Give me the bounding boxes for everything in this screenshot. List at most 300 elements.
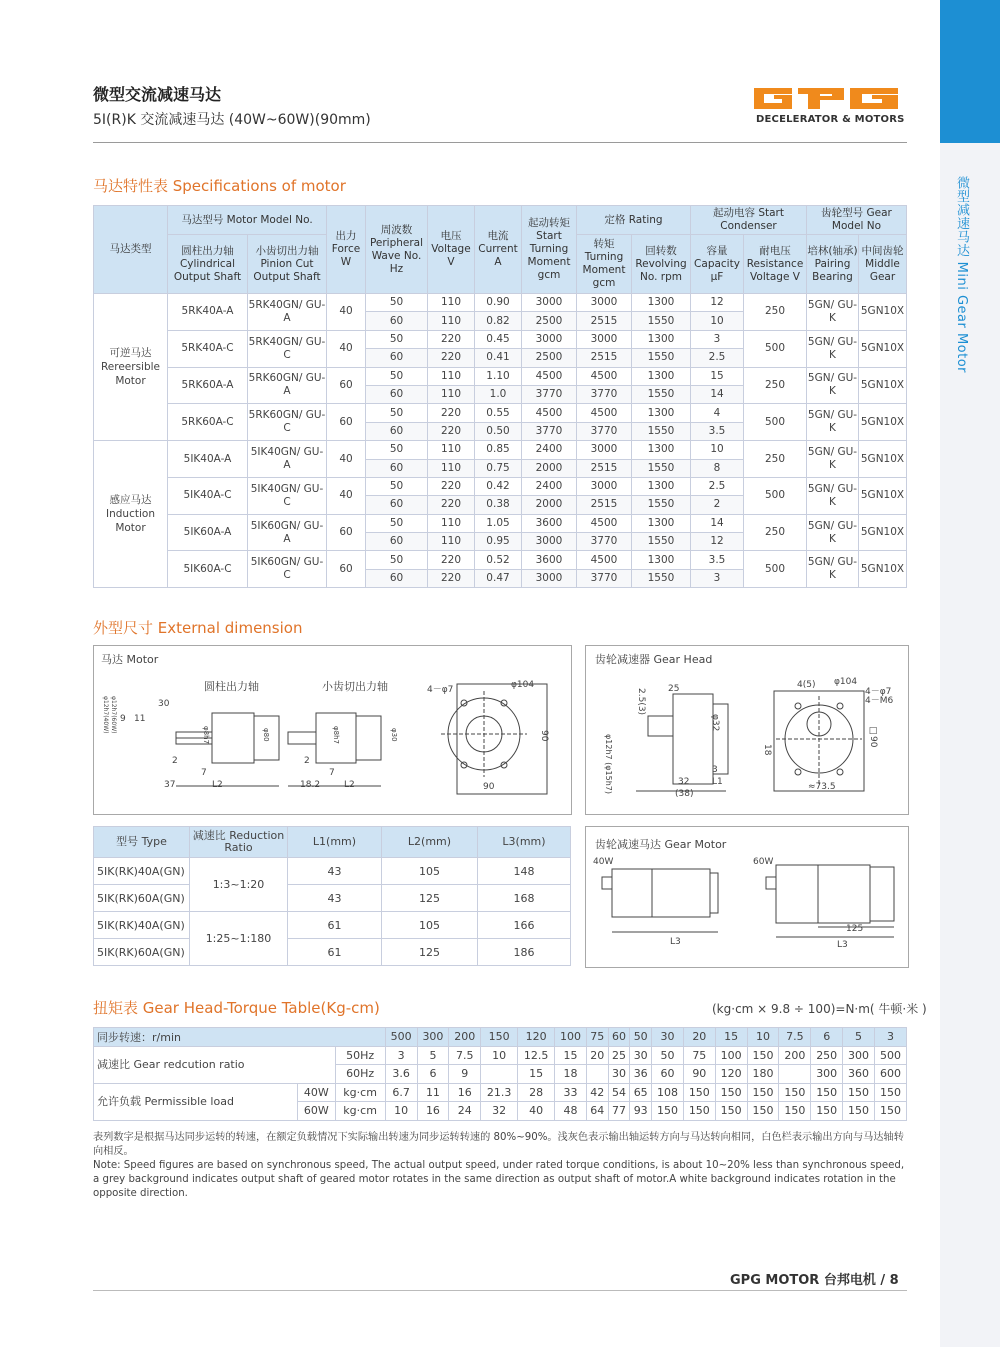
tt-load-60: 150 [715,1102,747,1121]
spec-middle-gear: 5GN10X [859,294,907,331]
spec-current: 0.95 [475,533,522,551]
spec-middle-gear: 5GN10X [859,441,907,478]
tt-speed: 75 [586,1028,608,1047]
lt-h-ratio: 减速比 Reduction Ratio [190,827,288,858]
spec-hz: 60 [366,569,428,587]
spec-resist-voltage: 250 [744,294,807,331]
spec-current: 0.38 [475,496,522,514]
spec-revolving: 1550 [632,533,691,551]
gearhead-box-label: 齿轮减速器 Gear Head [595,653,713,666]
tt-ratio-60: 36 [630,1065,652,1084]
th-current: 电流 Current A [475,206,522,294]
spec-turning: 3000 [577,477,632,495]
spec-capacity: 3 [691,569,744,587]
lt-h-l1: L1(mm) [288,827,382,858]
spec-start-moment: 4500 [522,367,577,385]
spec-voltage: 110 [428,294,475,312]
tt-ratio-50: 250 [811,1046,843,1065]
gh-dim-73-5: ≈73.5 [808,782,836,792]
gm-60w: 60W [753,857,774,867]
spec-middle-gear: 5GN10X [859,367,907,404]
gh-dim-3: 3 [712,765,718,775]
spec-revolving: 1550 [632,422,691,440]
spec-capacity: 12 [691,294,744,312]
spec-voltage: 220 [428,551,475,569]
spec-revolving: 1300 [632,367,691,385]
dim-30: 30 [158,699,170,709]
lt-l3: 168 [478,885,571,912]
spec-current: 0.42 [475,477,522,495]
spec-capacity: 14 [691,514,744,532]
spec-revolving: 1550 [632,496,691,514]
spec-current: 0.90 [475,294,522,312]
lt-l3: 166 [478,912,571,939]
spec-pinion-model: 5RK60GN/ GU-A [248,367,327,404]
spec-force: 40 [327,330,366,367]
spec-voltage: 110 [428,312,475,330]
th-gear-model: 齿轮型号 Gear Model No [807,206,907,235]
lt-l2: 105 [382,912,478,939]
spec-capacity: 10 [691,441,744,459]
torque-section-title: 扭矩表 Gear Head-Torque Table(Kg-cm) [93,999,380,1017]
sidebar-accent [940,0,1000,143]
tt-load-40: 28 [518,1083,555,1102]
tt-speed: 15 [715,1028,747,1047]
dim-9: 9 [120,714,126,724]
th-model-no: 马达型号 Motor Model No. [168,206,327,235]
dim-phi80: φ80 [262,728,270,742]
spec-hz: 50 [366,294,428,312]
spec-revolving: 1550 [632,459,691,477]
th-revolving: 回转数 Revolving No. rpm [632,235,691,294]
spec-voltage: 110 [428,459,475,477]
gh-dim-2-5: 2.5(3) [636,688,646,716]
spec-revolving: 1300 [632,441,691,459]
spec-current: 0.75 [475,459,522,477]
spec-revolving: 1550 [632,385,691,403]
tt-hz60: 60Hz [335,1065,385,1084]
th-resist: 耐电压 Resistance Voltage V [744,235,807,294]
spec-current: 0.41 [475,349,522,367]
footer-divider [93,1290,907,1291]
lt-type: 5IK(RK)40A(GN) [94,858,190,885]
spec-turning: 3000 [577,294,632,312]
spec-middle-gear: 5GN10X [859,551,907,588]
spec-start-moment: 3000 [522,294,577,312]
gearmotor-drawing [586,827,908,967]
spec-voltage: 220 [428,422,475,440]
gh-dim-4-phi7: 4－φ7 [865,687,892,697]
tt-ratio-50: 300 [843,1046,875,1065]
spec-start-moment: 3600 [522,514,577,532]
lt-type: 5IK(RK)40A(GN) [94,912,190,939]
dim-37: 37 [164,780,176,790]
th-force: 出力 Force W [327,206,366,294]
spec-bearing: 5GN/ GU-K [807,551,859,588]
spec-middle-gear: 5GN10X [859,514,907,551]
spec-current: 0.82 [475,312,522,330]
spec-voltage: 220 [428,477,475,495]
spec-capacity: 4 [691,404,744,422]
tt-load-40: 42 [586,1083,608,1102]
spec-bearing: 5GN/ GU-K [807,367,859,404]
tt-ratio-50: 25 [608,1046,630,1065]
tt-load-60: 150 [652,1102,684,1121]
page-subtitle: 5I(R)K 交流减速马达 (40W~60W)(90mm) [93,112,371,128]
note-cn: 表列数字是根据马达同步运转的转速，在额定负载情况下实际输出转速为同步运转转速的 80%~90%。浅灰色表示输出轴运转方向与马达转向相同，白色栏表示输出方向与马达轴转向相反。 [93,1132,904,1157]
spec-start-moment: 2400 [522,441,577,459]
spec-resist-voltage: 500 [744,477,807,514]
spec-row [94,404,907,422]
tt-load-60: 150 [779,1102,811,1121]
spec-cyl-model: 5RK60A-C [168,404,248,441]
tt-ratio-50: 5 [417,1046,449,1065]
tt-load-40: 108 [652,1083,684,1102]
page-title: 微型交流减速马达 [93,85,222,104]
tt-load-60: 40 [518,1102,555,1121]
spec-revolving: 1300 [632,294,691,312]
spec-revolving: 1300 [632,404,691,422]
header-divider [93,142,907,143]
spec-hz: 50 [366,404,428,422]
spec-cyl-model: 5RK60A-A [168,367,248,404]
tt-ratio-60: 18 [555,1065,587,1084]
tt-ratio-60: 30 [608,1065,630,1084]
tt-speed: 5 [843,1028,875,1047]
tt-speed: 150 [481,1028,518,1047]
spec-turning: 4500 [577,367,632,385]
spec-turning: 3770 [577,385,632,403]
lt-h-type: 型号 Type [94,827,190,858]
spec-capacity: 15 [691,367,744,385]
lt-l1: 43 [288,885,382,912]
tt-ratio-60 [586,1065,608,1084]
spec-bearing: 5GN/ GU-K [807,441,859,478]
lt-l1: 43 [288,858,382,885]
spec-revolving: 1300 [632,330,691,348]
cyl-shaft-label: 圆柱出力轴 [204,680,259,693]
spec-turning: 2515 [577,349,632,367]
tt-speed: 6 [811,1028,843,1047]
lt-l2: 105 [382,858,478,885]
tt-speed: 30 [652,1028,684,1047]
motor-box-label: 马达 Motor [101,653,159,666]
dim-phi104: φ104 [511,680,535,690]
spec-bearing: 5GN/ GU-K [807,330,859,367]
spec-pinion-model: 5IK40GN/ GU-A [248,441,327,478]
tt-unit-40: kg·cm [335,1083,385,1102]
gh-dim-phi32: φ32 [710,714,720,732]
gearhead-drawing-box [585,645,909,815]
lt-type: 5IK(RK)60A(GN) [94,939,190,966]
lt-l1: 61 [288,912,382,939]
note-en: Note: Speed figures are based on synchronous speed, The actual output speed, under rated torque conditions, is about 10~20% less than synchronous speed, a grey background indicates output shaft of geared motor rotates in the same direction as output shaft of motor.A white background indicates rotation in the opposite direction. [93,1160,905,1199]
spec-start-moment: 2500 [522,349,577,367]
tt-load-60: 150 [874,1102,906,1121]
tt-ratio-50: 200 [779,1046,811,1065]
th-pinion: 小齿切出力轴 Pinion Cut Output Shaft [248,235,327,294]
tt-speed: 200 [449,1028,481,1047]
spec-pinion-model: 5IK40GN/ GU-C [248,477,327,514]
dim-2a: 2 [172,756,178,766]
spec-hz: 60 [366,496,428,514]
th-wave: 周波数 Peripheral Wave No. Hz [366,206,428,294]
torque-table [93,1027,907,1121]
spec-cyl-model: 5IK60A-A [168,514,248,551]
spec-turning: 3770 [577,533,632,551]
tt-60w: 60W [298,1102,335,1121]
tt-load-60: 32 [481,1102,518,1121]
spec-cyl-model: 5RK40A-C [168,330,248,367]
spec-turning: 3770 [577,569,632,587]
tt-ratio-50: 15 [555,1046,587,1065]
tt-load-60: 77 [608,1102,630,1121]
length-table [93,826,571,966]
tt-speed-label: 同步转速：r/min [94,1028,386,1047]
tt-ratio-60: 6 [417,1065,449,1084]
tt-load-60: 10 [385,1102,417,1121]
tt-load-60: 24 [449,1102,481,1121]
th-pairing: 培林(轴承) Pairing Bearing [807,235,859,294]
tt-ratio-60: 600 [874,1065,906,1084]
spec-revolving: 1300 [632,551,691,569]
spec-pinion-model: 5RK40GN/ GU-C [248,330,327,367]
spec-hz: 60 [366,533,428,551]
spec-start-moment: 3770 [522,422,577,440]
gh-dim-l1: L1 [712,777,723,787]
spec-current: 0.47 [475,569,522,587]
tt-load-40: 6.7 [385,1083,417,1102]
spec-pinion-model: 5IK60GN/ GU-A [248,514,327,551]
spec-bearing: 5GN/ GU-K [807,477,859,514]
lt-h-l3: L3(mm) [478,827,571,858]
spec-row [94,330,907,348]
tt-load-60: 150 [683,1102,715,1121]
spec-capacity: 8 [691,459,744,477]
tt-load-label: 允许负载 Permissible load [94,1083,298,1120]
tt-ratio-50: 75 [683,1046,715,1065]
spec-turning: 4500 [577,551,632,569]
th-middle: 中间齿轮 Middle Gear [859,235,907,294]
tt-hz50: 50Hz [335,1046,385,1065]
spec-start-moment: 3000 [522,330,577,348]
tt-ratio-50: 50 [652,1046,684,1065]
spec-table [93,205,907,588]
tt-speed: 60 [608,1028,630,1047]
tt-load-60: 64 [586,1102,608,1121]
spec-turning: 3770 [577,422,632,440]
spec-cyl-model: 5IK40A-C [168,477,248,514]
spec-current: 1.0 [475,385,522,403]
spec-voltage: 110 [428,533,475,551]
spec-capacity: 3.5 [691,551,744,569]
tt-speed: 300 [417,1028,449,1047]
spec-hz: 50 [366,330,428,348]
dim-l2a: L2 [212,780,223,790]
tt-load-40: 150 [747,1083,779,1102]
gm-125: 125 [846,924,864,934]
gm-l3-b: L3 [837,940,848,950]
footer-text: GPG MOTOR 台邦电机 / 8 [730,1273,899,1288]
spec-force: 60 [327,514,366,551]
tt-ratio-50: 7.5 [449,1046,481,1065]
tt-speed: 7.5 [779,1028,811,1047]
dimension-section-title: 外型尺寸 External dimension [93,619,303,637]
th-motor-type: 马达类型 [94,206,168,294]
gearmotor-box-label: 齿轮减速马达 Gear Motor [595,838,727,851]
spec-middle-gear: 5GN10X [859,330,907,367]
spec-start-moment: 2400 [522,477,577,495]
spec-row [94,514,907,532]
gm-40w: 40W [593,857,614,867]
spec-pinion-model: 5IK60GN/ GU-C [248,551,327,588]
tt-ratio-60: 3.6 [385,1065,417,1084]
spec-hz: 60 [366,459,428,477]
spec-cyl-model: 5IK40A-A [168,441,248,478]
spec-force: 60 [327,367,366,404]
tt-speed: 20 [683,1028,715,1047]
lt-l2: 125 [382,939,478,966]
tt-load-60: 150 [811,1102,843,1121]
spec-hz: 50 [366,477,428,495]
lt-l3: 186 [478,939,571,966]
tt-load-40: 150 [779,1083,811,1102]
spec-pinion-model: 5RK60GN/ GU-C [248,404,327,441]
spec-resist-voltage: 250 [744,514,807,551]
spec-row [94,294,907,312]
tt-load-60: 16 [417,1102,449,1121]
gh-dim-4-m6: 4－M6 [865,696,894,706]
spec-capacity: 2.5 [691,349,744,367]
spec-hz: 60 [366,422,428,440]
spec-resist-voltage: 250 [744,441,807,478]
torque-conversion: (kg·cm × 9.8 ÷ 100)=N·m( 牛顿·米 ) [712,1002,927,1016]
spec-capacity: 2.5 [691,477,744,495]
lt-ratio: 1:25~1:180 [190,912,288,966]
dim-90-w: 90 [483,782,495,792]
spec-bearing: 5GN/ GU-K [807,404,859,441]
dim-2b: 2 [304,756,310,766]
spec-voltage: 220 [428,496,475,514]
tt-load-40: 150 [811,1083,843,1102]
spec-hz: 60 [366,349,428,367]
tt-speed: 120 [518,1028,555,1047]
tt-speed: 100 [555,1028,587,1047]
tt-load-40: 150 [874,1083,906,1102]
spec-start-moment: 3000 [522,533,577,551]
th-capacity: 容量 Capacity μF [691,235,744,294]
tt-load-40: 150 [843,1083,875,1102]
spec-current: 0.50 [475,422,522,440]
tt-ratio-60: 15 [518,1065,555,1084]
tt-load-40: 54 [608,1083,630,1102]
gh-dim-4-5: 4(5) [797,680,816,690]
dim-l2b: L2 [344,780,355,790]
gm-l3-a: L3 [670,937,681,947]
spec-capacity: 12 [691,533,744,551]
logo-subtitle: DECELERATOR & MOTORS [756,114,905,125]
spec-turning: 4500 [577,514,632,532]
tt-ratio-60: 90 [683,1065,715,1084]
tt-ratio-50: 30 [630,1046,652,1065]
spec-capacity: 2 [691,496,744,514]
spec-row [94,477,907,495]
tt-load-40: 16 [449,1083,481,1102]
spec-start-moment: 2000 [522,496,577,514]
spec-resist-voltage: 250 [744,367,807,404]
tt-ratio-60: 300 [811,1065,843,1084]
spec-current: 0.55 [475,404,522,422]
tt-40w: 40W [298,1083,335,1102]
tt-ratio-50: 12.5 [518,1046,555,1065]
gearmotor-drawing-box [585,826,909,968]
spec-hz: 50 [366,367,428,385]
spec-revolving: 1550 [632,312,691,330]
dim-phi12-60w: φ12h7(60W) [110,696,117,734]
spec-row [94,367,907,385]
dim-phi30: φ30 [390,728,398,742]
spec-middle-gear: 5GN10X [859,477,907,514]
tt-speed: 50 [630,1028,652,1047]
tt-ratio-60: 360 [843,1065,875,1084]
spec-section-title: 马达特性表 Specifications of motor [93,177,346,195]
spec-voltage: 110 [428,514,475,532]
gh-dim-phi12h7: φ12h7 (φ15h7) [604,734,613,795]
spec-start-moment: 2500 [522,312,577,330]
dim-phi8h7-b: φ8h7 [332,726,340,744]
spec-hz: 60 [366,385,428,403]
spec-capacity: 3.5 [691,422,744,440]
spec-voltage: 110 [428,367,475,385]
spec-voltage: 110 [428,441,475,459]
spec-turning: 2515 [577,312,632,330]
spec-current: 0.52 [475,551,522,569]
spec-revolving: 1550 [632,569,691,587]
spec-bearing: 5GN/ GU-K [807,294,859,331]
dim-7a: 7 [201,768,207,778]
tt-speed: 3 [874,1028,906,1047]
spec-capacity: 10 [691,312,744,330]
tt-ratio-60: 9 [449,1065,481,1084]
spec-motor-type: 感应马达 Induction Motor [94,441,168,588]
th-start-moment: 起动转矩 Start Turning Moment gcm [522,206,577,294]
tt-load-60: 150 [747,1102,779,1121]
dim-4-phi7: 4－φ7 [427,685,454,695]
tt-load-60: 93 [630,1102,652,1121]
gh-dim-sq90: □90 [868,726,878,748]
spec-voltage: 220 [428,349,475,367]
spec-voltage: 110 [428,385,475,403]
spec-row [94,551,907,569]
gh-dim-38: (38) [675,789,694,799]
spec-turning: 2515 [577,496,632,514]
spec-turning: 3000 [577,441,632,459]
note-block [93,1131,908,1201]
sidebar-vertical-text: 微型减速马达 Mini Gear Motor [954,176,969,374]
spec-start-moment: 3770 [522,385,577,403]
tt-speed: 10 [747,1028,779,1047]
th-cyl: 圆柱出力轴 Cylindrical Output Shaft [168,235,248,294]
spec-force: 40 [327,294,366,331]
spec-start-moment: 3600 [522,551,577,569]
tt-load-40: 21.3 [481,1083,518,1102]
spec-current: 0.45 [475,330,522,348]
lt-l2: 125 [382,885,478,912]
spec-cyl-model: 5RK40A-A [168,294,248,331]
tt-load-40: 150 [715,1083,747,1102]
spec-hz: 60 [366,312,428,330]
spec-motor-type: 可逆马达 Rereersible Motor [94,294,168,441]
